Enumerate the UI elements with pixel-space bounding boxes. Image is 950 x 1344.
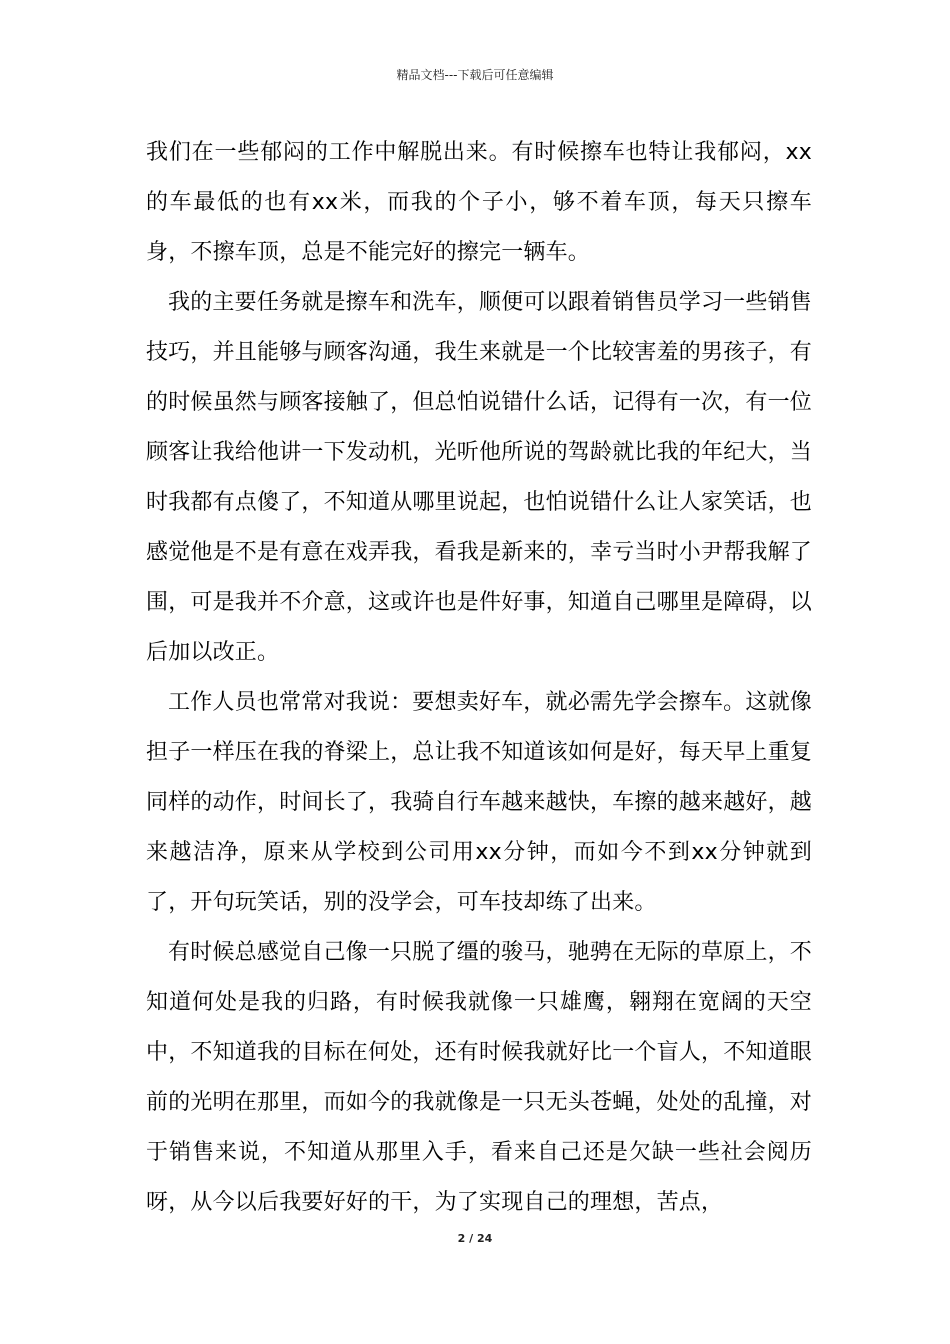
document-body [146, 128, 812, 1228]
paragraph-1: 我们在一些郁闷的工作中解脱出来。有时候擦车也特让我郁闷，xx的车最低的也有xx米，而我的个子小，够不着车顶，每天只擦车身，不擦车顶，总是不能完好的擦完一辆车。 [146, 140, 812, 265]
paragraph-3: 工作人员也常常对我说：要想卖好车，就必需先学会擦车。这就像担子一样压在我的脊梁上，总让我不知道该如何是好，每天早上重复同样的动作，时间长了，我骑自行车越来越快，车擦的越来越好，越来越洁净，原来从学校到公司用xx分钟，而如今不到xx分钟就到了，开句玩笑话，别的没学会，可车技却练了出来。 [146, 690, 813, 915]
page-number: 2 / 24 [457, 1232, 493, 1245]
paragraph-2: 我的主要任务就是擦车和洗车，顺便可以跟着销售员学习一些销售技巧，并且能够与顾客沟通，我生来就是一个比较害羞的男孩子，有的时候虽然与顾客接触了，但总怕说错什么话，记得有一次，有一位顾客让我给他讲一下发动机，光听他所说的驾龄就比我的年纪大，当时我都有点傻了，不知道从哪里说起，也怕说错什么让人家笑话，也感觉他是不是有意在戏弄我，看我是新来的，幸亏当时小尹帮我解了围，可是我并不介意，这或许也是件好事，知道自己哪里是障碍，以后加以改正。 [146, 290, 813, 665]
paragraph-4: 有时候总感觉自己像一只脱了缰的骏马，驰骋在无际的草原上，不知道何处是我的归路，有时候我就像一只雄鹰，翱翔在宽阔的天空中，不知道我的目标在何处，还有时候我就好比一个盲人，不知道眼前的光明在那里，而如今的我就像是一只无头苍蝇，处处的乱撞，对于销售来说，不知道从那里入手，看来自己还是欠缺一些社会阅历呀，从今以后我要好好的干，为了实现自己的理想，苦点， [146, 940, 813, 1215]
page-header: 精品文档---下载后可任意编辑 [396, 68, 554, 82]
